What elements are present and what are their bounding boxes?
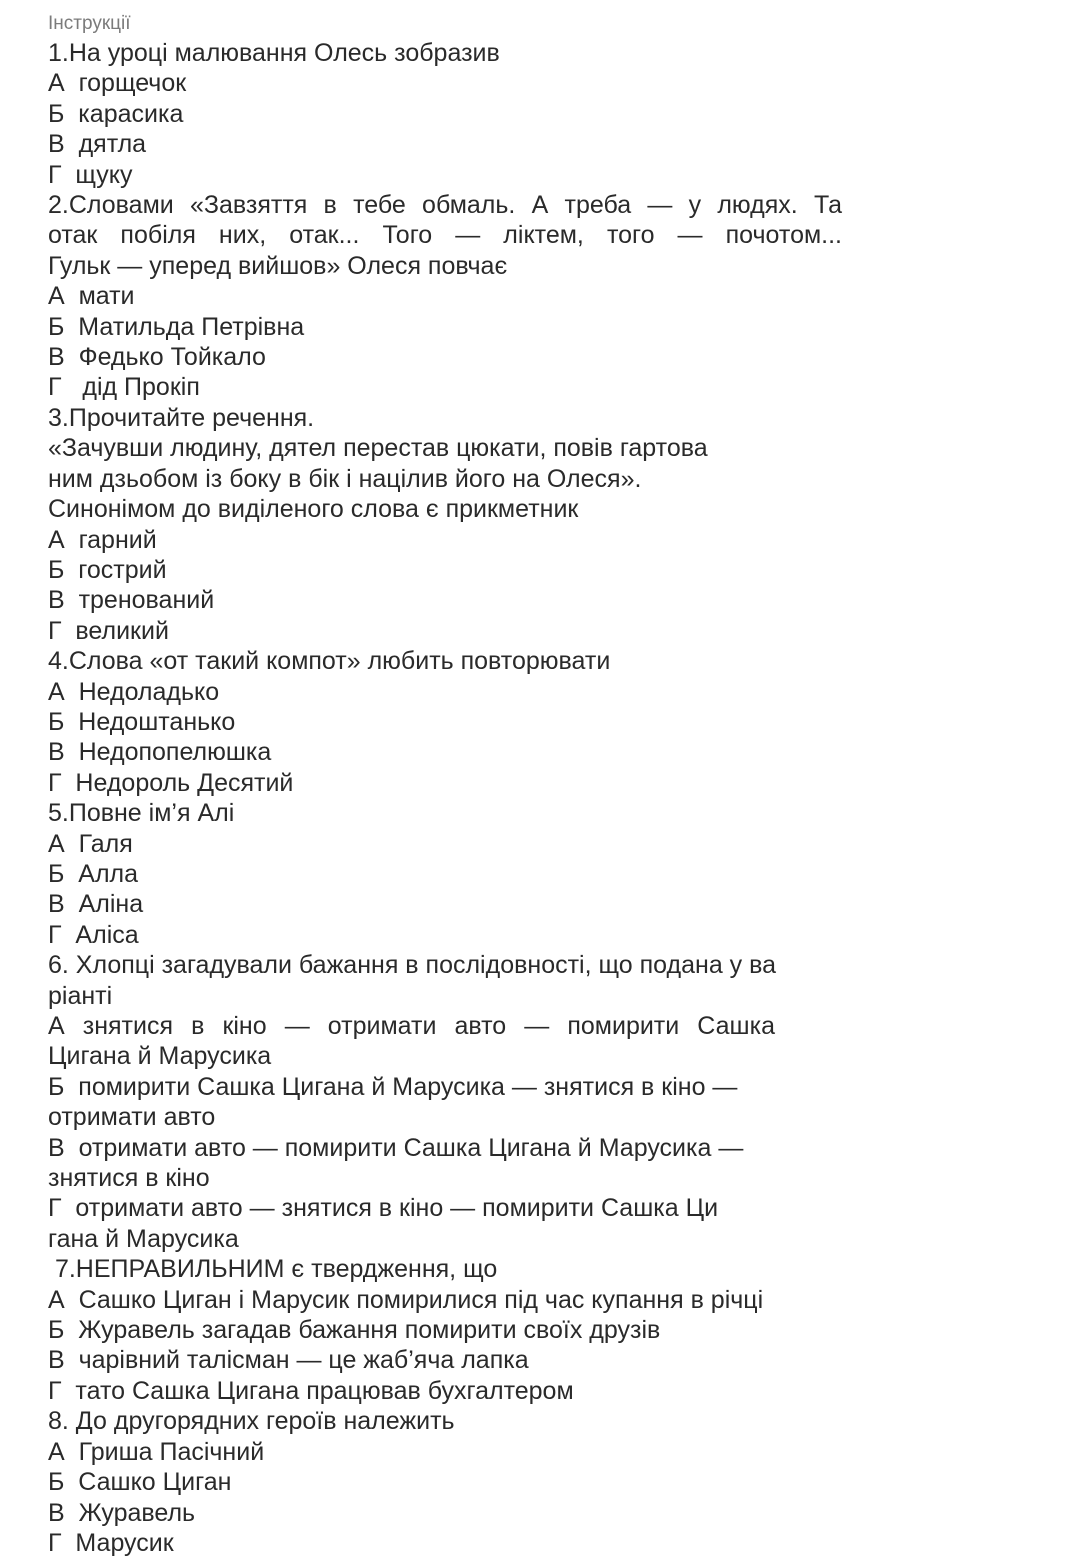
q8-option-b: Б Сашко Циган (48, 1468, 232, 1497)
q6-option-g-line-1: Г отримати авто — знятися в кіно — помирити Сашка Ци (48, 1194, 719, 1223)
q4-option-v: В Недопопелюшка (48, 738, 272, 767)
question-6-text-line-1: 6. Хлопці загадували бажання в послідовності, що подана у ва (48, 951, 777, 980)
q4-option-g: Г Недороль Десятий (48, 768, 294, 797)
q5-option-g: Г Аліса (48, 920, 139, 949)
question-5-text: 5.Повне ім’я Алі (48, 799, 235, 828)
q5-option-b: Б Алла (48, 859, 139, 888)
q8-option-v: В Журавель (48, 1498, 196, 1527)
q3-option-b: Б гострий (48, 555, 167, 584)
q6-option-b-line-1: Б помирити Сашка Цигана й Марусика — знятися в кіно — (48, 1072, 738, 1101)
q2-option-b: Б Матильда Петрівна (48, 312, 305, 341)
q2-option-g: Г дід Прокіп (48, 373, 200, 402)
q1-option-v: В дятла (48, 130, 147, 159)
q3-option-v: В тренований (48, 586, 215, 615)
q8-option-g: Г Марусик (48, 1528, 174, 1557)
question-3-quote-line-1: «Зачувши людину, дятел перестав цюкати, повів гартова (48, 434, 708, 463)
question-2-text-line-3: Гульк — уперед вийшов» Олеся повчає (48, 251, 508, 280)
q5-option-a: А Галя (48, 829, 133, 858)
q7-option-a: А Сашко Циган і Марусик помирилися під час купання в річці (48, 1285, 764, 1314)
q2-option-v: В Федько Тойкало (48, 343, 266, 372)
q5-option-v: В Аліна (48, 890, 144, 919)
q2-option-a: А мати (48, 282, 135, 311)
instructions-document (48, 10, 1048, 1558)
q7-option-v: В чарівний талісман — це жаб’яча лапка (48, 1346, 529, 1375)
q6-option-a-line-1: А знятися в кіно — отримати авто — помирити Сашка (48, 1012, 775, 1040)
q3-option-g: Г великий (48, 616, 169, 645)
q6-option-v-line-2: знятися в кіно (48, 1164, 210, 1193)
q1-option-a: А горщечок (48, 69, 187, 98)
q4-option-a: А Недоладько (48, 677, 220, 706)
q1-option-g: Г щуку (48, 160, 133, 189)
q1-option-b: Б карасика (48, 99, 184, 128)
q8-option-a: А Гриша Пасічний (48, 1437, 265, 1466)
q6-option-a-line-2: Цигана й Марусика (48, 1042, 272, 1071)
question-7-text: 7.НЕПРАВИЛЬНИМ є твердження, що (48, 1255, 498, 1284)
q3-option-a: А гарний (48, 525, 157, 554)
question-2-text-line-2: отак побіля них, отак... Того — ліктем, того — почотом... (48, 221, 842, 250)
instructions-header: Інструкції (48, 13, 131, 34)
question-8-text: 8. До другорядних героїв належить (48, 1407, 455, 1436)
q6-option-b-line-2: отримати авто (48, 1103, 216, 1132)
q6-option-v-line-1: В отримати авто — помирити Сашка Цигана й Марусика — (48, 1133, 744, 1162)
q7-option-g: Г тато Сашка Цигана працював бухгалтером (48, 1376, 574, 1405)
question-3-quote-line-2: ним дзьобом із боку в бік і націлив його на Олеся». (48, 464, 642, 493)
question-3-prompt: Синонімом до виділеного слова є прикметник (48, 495, 579, 524)
question-6-text-line-2: ріанті (48, 981, 113, 1010)
q4-option-b: Б Недоштанько (48, 707, 236, 736)
q7-option-b: Б Журавель загадав бажання помирити своїх друзів (48, 1316, 661, 1345)
question-3-text: 3.Прочитайте речення. (48, 403, 315, 432)
question-1-text: 1.На уроці малювання Олесь зобразив (48, 39, 500, 67)
question-2-text-line-1: 2.Словами «Завзяття в тебе обмаль. А треба — у людях. Та (48, 191, 842, 220)
question-4-text: 4.Слова «от такий компот» любить повторювати (48, 647, 611, 676)
q6-option-g-line-2: гана й Марусика (48, 1224, 239, 1253)
